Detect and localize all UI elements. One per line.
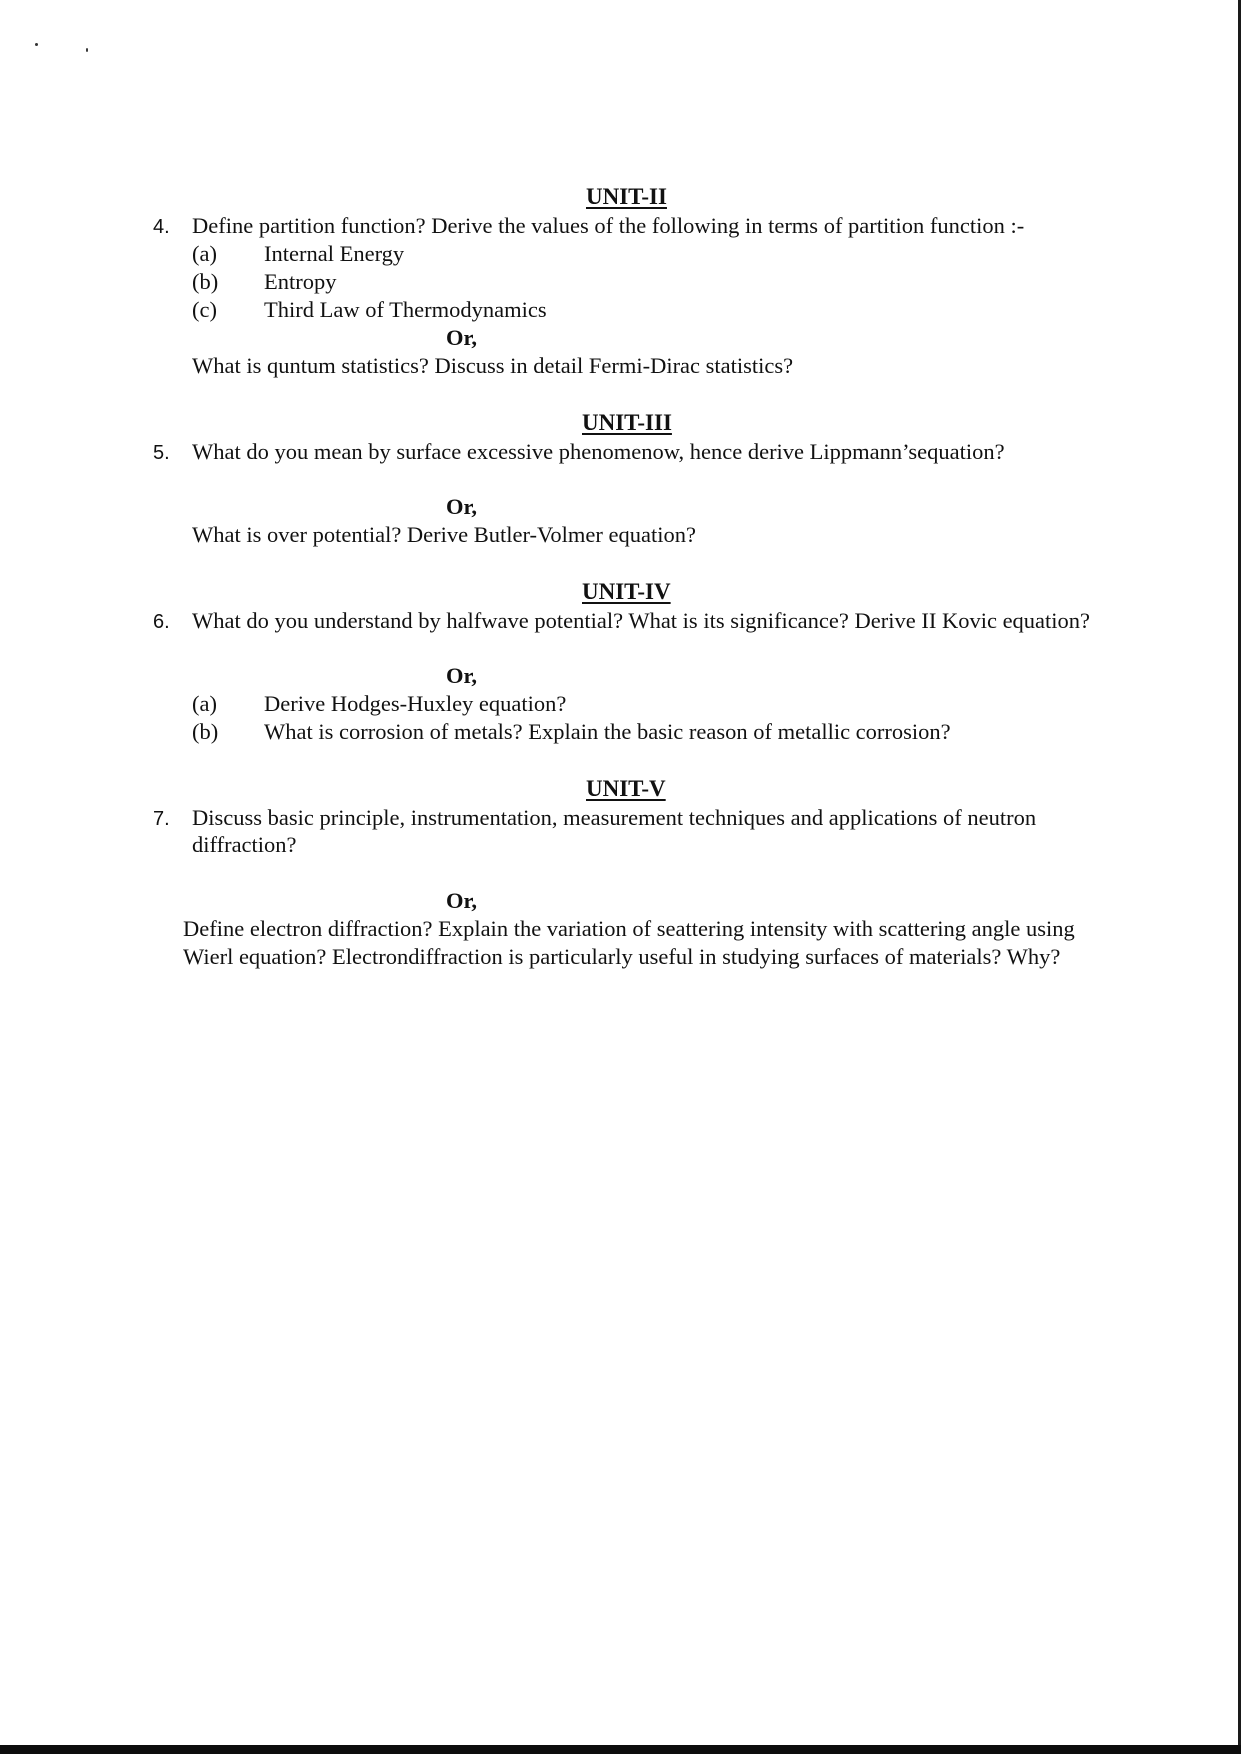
question-text: What do you mean by surface excessive phenomenow, hence derive Lippmann’sequation? [192, 439, 1005, 464]
subpart-text: Internal Energy [264, 241, 405, 266]
unit-heading: UNIT-V [586, 776, 666, 801]
alternative-question: Define electron diffraction? Explain the variation of seattering intensity with scattering angle using [183, 916, 1075, 941]
subpart-text: What is corrosion of metals? Explain the basic reason of metallic corrosion? [264, 719, 951, 744]
alternative-question: Wierl equation? Electrondiffraction is particularly useful in studying surfaces of materials? Why? [183, 944, 1061, 969]
or-separator: Or, [446, 325, 478, 350]
unit-heading: UNIT-IV [582, 579, 671, 604]
subpart-text: Derive Hodges-Huxley equation? [264, 691, 567, 716]
scan-bottom-edge [0, 1745, 1241, 1754]
scan-speck [86, 48, 88, 52]
question-text: Define partition function? Derive the values of the following in terms of partition function :- [192, 213, 1025, 238]
subpart-label: (b) [192, 719, 219, 744]
question-number: 7. [153, 808, 170, 830]
question-number: 5. [153, 442, 170, 464]
question-number: 4. [153, 216, 170, 238]
or-separator: Or, [446, 663, 478, 688]
unit-heading: UNIT-III [582, 410, 672, 435]
subpart-text: Third Law of Thermodynamics [264, 297, 547, 322]
subpart-text: Entropy [264, 269, 337, 294]
or-separator: Or, [446, 888, 478, 913]
subpart-label: (b) [192, 269, 219, 294]
question-text: What do you understand by halfwave potential? What is its significance? Derive II Kovic equation? [192, 608, 1091, 633]
or-separator: Or, [446, 494, 478, 519]
question-number: 6. [153, 611, 170, 633]
question-text: Discuss basic principle, instrumentation, measurement techniques and applications of neutron [192, 805, 1037, 830]
question-text: diffraction? [192, 832, 297, 857]
subpart-label: (a) [192, 241, 217, 266]
subpart-label: (c) [192, 297, 217, 322]
alternative-question: What is over potential? Derive Butler-Volmer equation? [192, 522, 696, 547]
scan-speck [35, 43, 38, 46]
alternative-question: What is quntum statistics? Discuss in detail Fermi-Dirac statistics? [192, 353, 794, 378]
unit-heading: UNIT-II [586, 184, 667, 209]
subpart-label: (a) [192, 691, 217, 716]
